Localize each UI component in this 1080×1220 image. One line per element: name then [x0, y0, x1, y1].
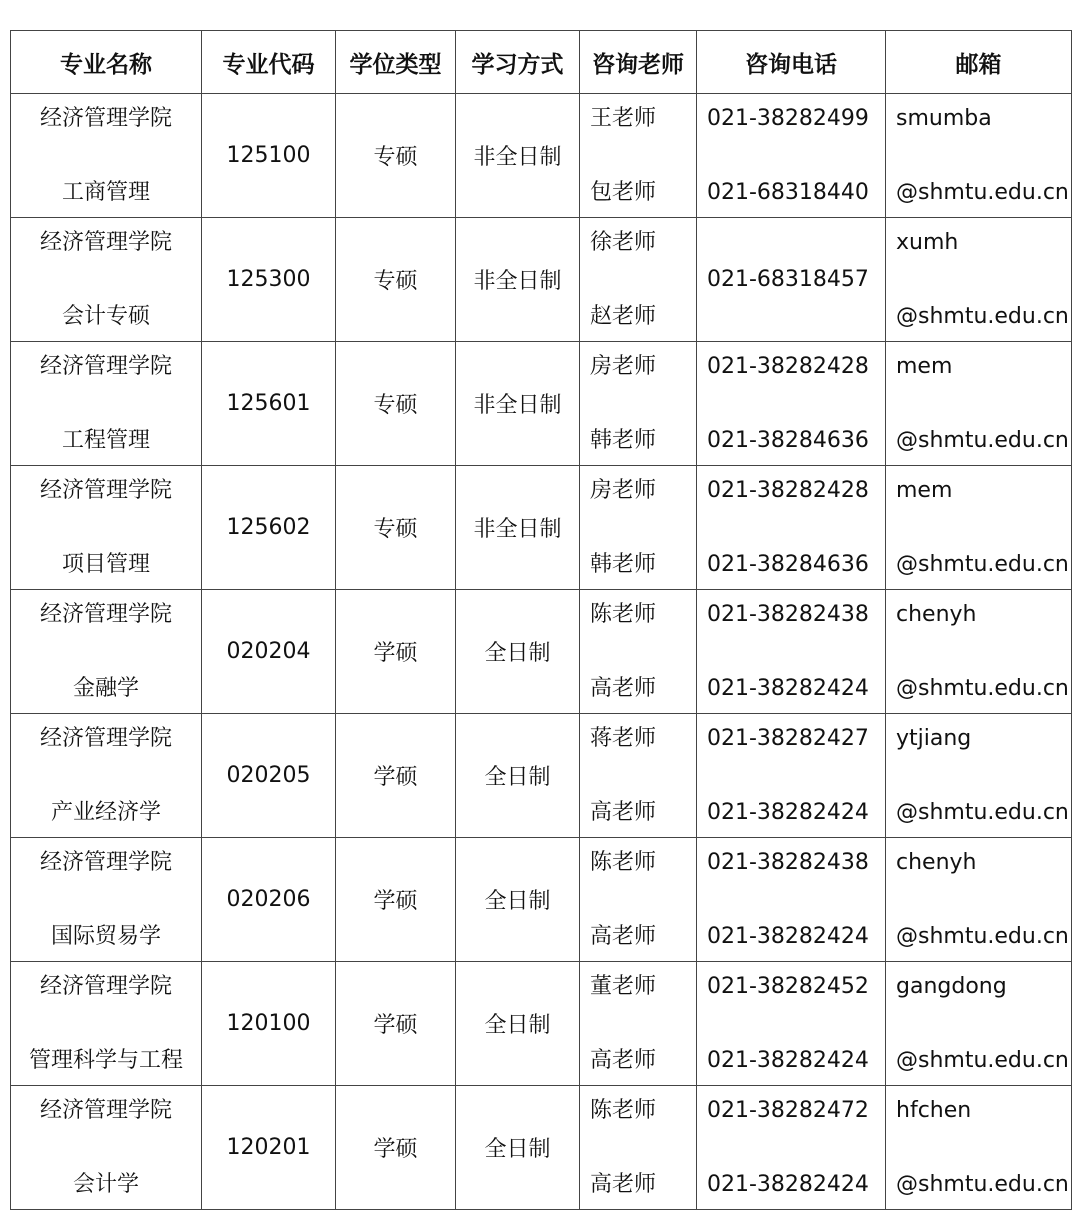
- degree-type: 学硕: [336, 1086, 456, 1210]
- major-code: 020204: [202, 590, 336, 714]
- phone-number: 021-38282438: [707, 849, 869, 875]
- teacher-name: 徐老师: [590, 229, 657, 255]
- header-row: [11, 31, 1072, 94]
- teacher-name: 高老师: [590, 799, 657, 825]
- degree-type: 学硕: [336, 962, 456, 1086]
- college-name: 经济管理学院: [39, 105, 172, 131]
- header-major-code: 专业代码: [202, 31, 336, 94]
- college-name: 经济管理学院: [39, 725, 172, 751]
- email-domain: @shmtu.edu.cn: [896, 923, 1069, 949]
- header-phone: 咨询电话: [697, 31, 886, 94]
- email-domain: @shmtu.edu.cn: [896, 1047, 1069, 1073]
- email-domain: @shmtu.edu.cn: [896, 1171, 1069, 1197]
- teacher-cell: [580, 590, 697, 714]
- major-cell: [11, 1086, 202, 1210]
- degree-type: 专硕: [336, 218, 456, 342]
- major-cell: [11, 218, 202, 342]
- major-code: 125300: [202, 218, 336, 342]
- phone-cell: [697, 94, 886, 218]
- phone-cell: [697, 962, 886, 1086]
- phone-cell: [697, 466, 886, 590]
- teacher-name: 韩老师: [590, 551, 657, 577]
- email-cell[interactable]: [886, 466, 1072, 590]
- major-cell: [11, 466, 202, 590]
- teacher-name: 韩老师: [590, 427, 657, 453]
- degree-type: 专硕: [336, 342, 456, 466]
- major-name: 金融学: [72, 675, 139, 701]
- degree-type: 专硕: [336, 94, 456, 218]
- email-cell[interactable]: [886, 838, 1072, 962]
- teacher-name: 高老师: [590, 923, 657, 949]
- teacher-name: 陈老师: [590, 849, 657, 875]
- teacher-cell: [580, 962, 697, 1086]
- major-cell: [11, 342, 202, 466]
- table-row: [11, 466, 1072, 590]
- college-name: 经济管理学院: [39, 1097, 172, 1123]
- teacher-name: 陈老师: [590, 601, 657, 627]
- phone-number: 021-38282424: [707, 923, 869, 949]
- teacher-name: 蒋老师: [590, 725, 657, 751]
- college-name: 经济管理学院: [39, 601, 172, 627]
- major-code: 125601: [202, 342, 336, 466]
- major-name: 会计学: [72, 1171, 139, 1197]
- header-degree-type: 学位类型: [336, 31, 456, 94]
- major-code: 020206: [202, 838, 336, 962]
- major-name: 项目管理: [61, 551, 150, 577]
- email-domain: @shmtu.edu.cn: [896, 551, 1069, 577]
- email-cell[interactable]: [886, 1086, 1072, 1210]
- major-cell: [11, 94, 202, 218]
- email-user: chenyh: [896, 601, 977, 627]
- teacher-name: 赵老师: [590, 303, 657, 329]
- table-row: [11, 94, 1072, 218]
- study-mode: 非全日制: [456, 342, 580, 466]
- email-user: hfchen: [896, 1097, 972, 1123]
- phone-number: 021-38282438: [707, 601, 869, 627]
- table-row: [11, 590, 1072, 714]
- table-row: [11, 342, 1072, 466]
- degree-type: 学硕: [336, 838, 456, 962]
- phone-number: 021-38282452: [707, 973, 869, 999]
- phone-number: 021-38282424: [707, 675, 869, 701]
- teacher-cell: [580, 94, 697, 218]
- phone-number: 021-38282472: [707, 1097, 869, 1123]
- phone-number: 021-38282424: [707, 799, 869, 825]
- degree-type: 学硕: [336, 590, 456, 714]
- email-domain: @shmtu.edu.cn: [896, 179, 1069, 205]
- email-cell[interactable]: [886, 590, 1072, 714]
- major-name: 产业经济学: [50, 799, 161, 825]
- table-row: [11, 714, 1072, 838]
- phone-cell: [697, 590, 886, 714]
- phone-number: 021-38284636: [707, 551, 869, 577]
- study-mode: 全日制: [456, 590, 580, 714]
- header-teacher: 咨询老师: [580, 31, 697, 94]
- email-user: mem: [896, 477, 953, 503]
- phone-cell: [697, 838, 886, 962]
- email-cell[interactable]: [886, 218, 1072, 342]
- email-user: gangdong: [896, 973, 1007, 999]
- email-domain: @shmtu.edu.cn: [896, 303, 1069, 329]
- study-mode: 全日制: [456, 714, 580, 838]
- email-domain: @shmtu.edu.cn: [896, 427, 1069, 453]
- major-cell: [11, 714, 202, 838]
- teacher-cell: [580, 838, 697, 962]
- email-cell[interactable]: [886, 94, 1072, 218]
- teacher-cell: [580, 342, 697, 466]
- phone-number: 021-38282428: [707, 353, 869, 379]
- teacher-name: 高老师: [590, 1171, 657, 1197]
- college-name: 经济管理学院: [39, 849, 172, 875]
- phone-cell: [697, 1086, 886, 1210]
- study-mode: 全日制: [456, 1086, 580, 1210]
- email-user: ytjiang: [896, 725, 972, 751]
- phone-number: 021-68318457: [697, 218, 886, 342]
- email-cell[interactable]: [886, 714, 1072, 838]
- contact-table: [10, 30, 1072, 1210]
- college-name: 经济管理学院: [39, 973, 172, 999]
- teacher-name: 房老师: [590, 353, 657, 379]
- major-code: 125100: [202, 94, 336, 218]
- phone-cell: [697, 342, 886, 466]
- email-user: mem: [896, 353, 953, 379]
- study-mode: 非全日制: [456, 466, 580, 590]
- major-code: 125602: [202, 466, 336, 590]
- email-cell[interactable]: [886, 342, 1072, 466]
- teacher-name: 高老师: [590, 1047, 657, 1073]
- email-user: smumba: [896, 105, 992, 131]
- email-cell[interactable]: [886, 962, 1072, 1086]
- degree-type: 专硕: [336, 466, 456, 590]
- study-mode: 全日制: [456, 838, 580, 962]
- table-row: [11, 962, 1072, 1086]
- major-name: 管理科学与工程: [28, 1047, 183, 1073]
- phone-cell: [697, 714, 886, 838]
- major-code: 120201: [202, 1086, 336, 1210]
- study-mode: 非全日制: [456, 94, 580, 218]
- major-cell: [11, 838, 202, 962]
- header-study-mode: 学习方式: [456, 31, 580, 94]
- major-name: 工程管理: [61, 427, 150, 453]
- email-domain: @shmtu.edu.cn: [896, 799, 1069, 825]
- phone-number: 021-38282499: [707, 105, 869, 131]
- teacher-name: 王老师: [590, 105, 657, 131]
- teacher-name: 高老师: [590, 675, 657, 701]
- major-name: 国际贸易学: [50, 923, 161, 949]
- email-user: chenyh: [896, 849, 977, 875]
- college-name: 经济管理学院: [39, 477, 172, 503]
- degree-type: 学硕: [336, 714, 456, 838]
- email-user: xumh: [896, 229, 959, 255]
- phone-number: 021-38282428: [707, 477, 869, 503]
- teacher-cell: [580, 466, 697, 590]
- major-code: 120100: [202, 962, 336, 1086]
- teacher-name: 房老师: [590, 477, 657, 503]
- phone-number: 021-38282424: [707, 1047, 869, 1073]
- email-domain: @shmtu.edu.cn: [896, 675, 1069, 701]
- teacher-cell: [580, 714, 697, 838]
- teacher-name: 陈老师: [590, 1097, 657, 1123]
- college-name: 经济管理学院: [39, 353, 172, 379]
- header-email: 邮箱: [886, 31, 1072, 94]
- teacher-name: 董老师: [590, 973, 657, 999]
- phone-number: 021-38282427: [707, 725, 869, 751]
- table-row: [11, 218, 1072, 342]
- phone-number: 021-68318440: [707, 179, 869, 205]
- major-name: 会计专硕: [61, 303, 150, 329]
- major-cell: [11, 962, 202, 1086]
- table-row: [11, 1086, 1072, 1210]
- header-major-name: 专业名称: [11, 31, 202, 94]
- major-code: 020205: [202, 714, 336, 838]
- study-mode: 非全日制: [456, 218, 580, 342]
- major-cell: [11, 590, 202, 714]
- teacher-name: 包老师: [590, 179, 657, 205]
- teacher-cell: [580, 218, 697, 342]
- teacher-cell: [580, 1086, 697, 1210]
- table-row: [11, 838, 1072, 962]
- phone-number: 021-38282424: [707, 1171, 869, 1197]
- phone-number: 021-38284636: [707, 427, 869, 453]
- study-mode: 全日制: [456, 962, 580, 1086]
- major-name: 工商管理: [61, 179, 150, 205]
- college-name: 经济管理学院: [39, 229, 172, 255]
